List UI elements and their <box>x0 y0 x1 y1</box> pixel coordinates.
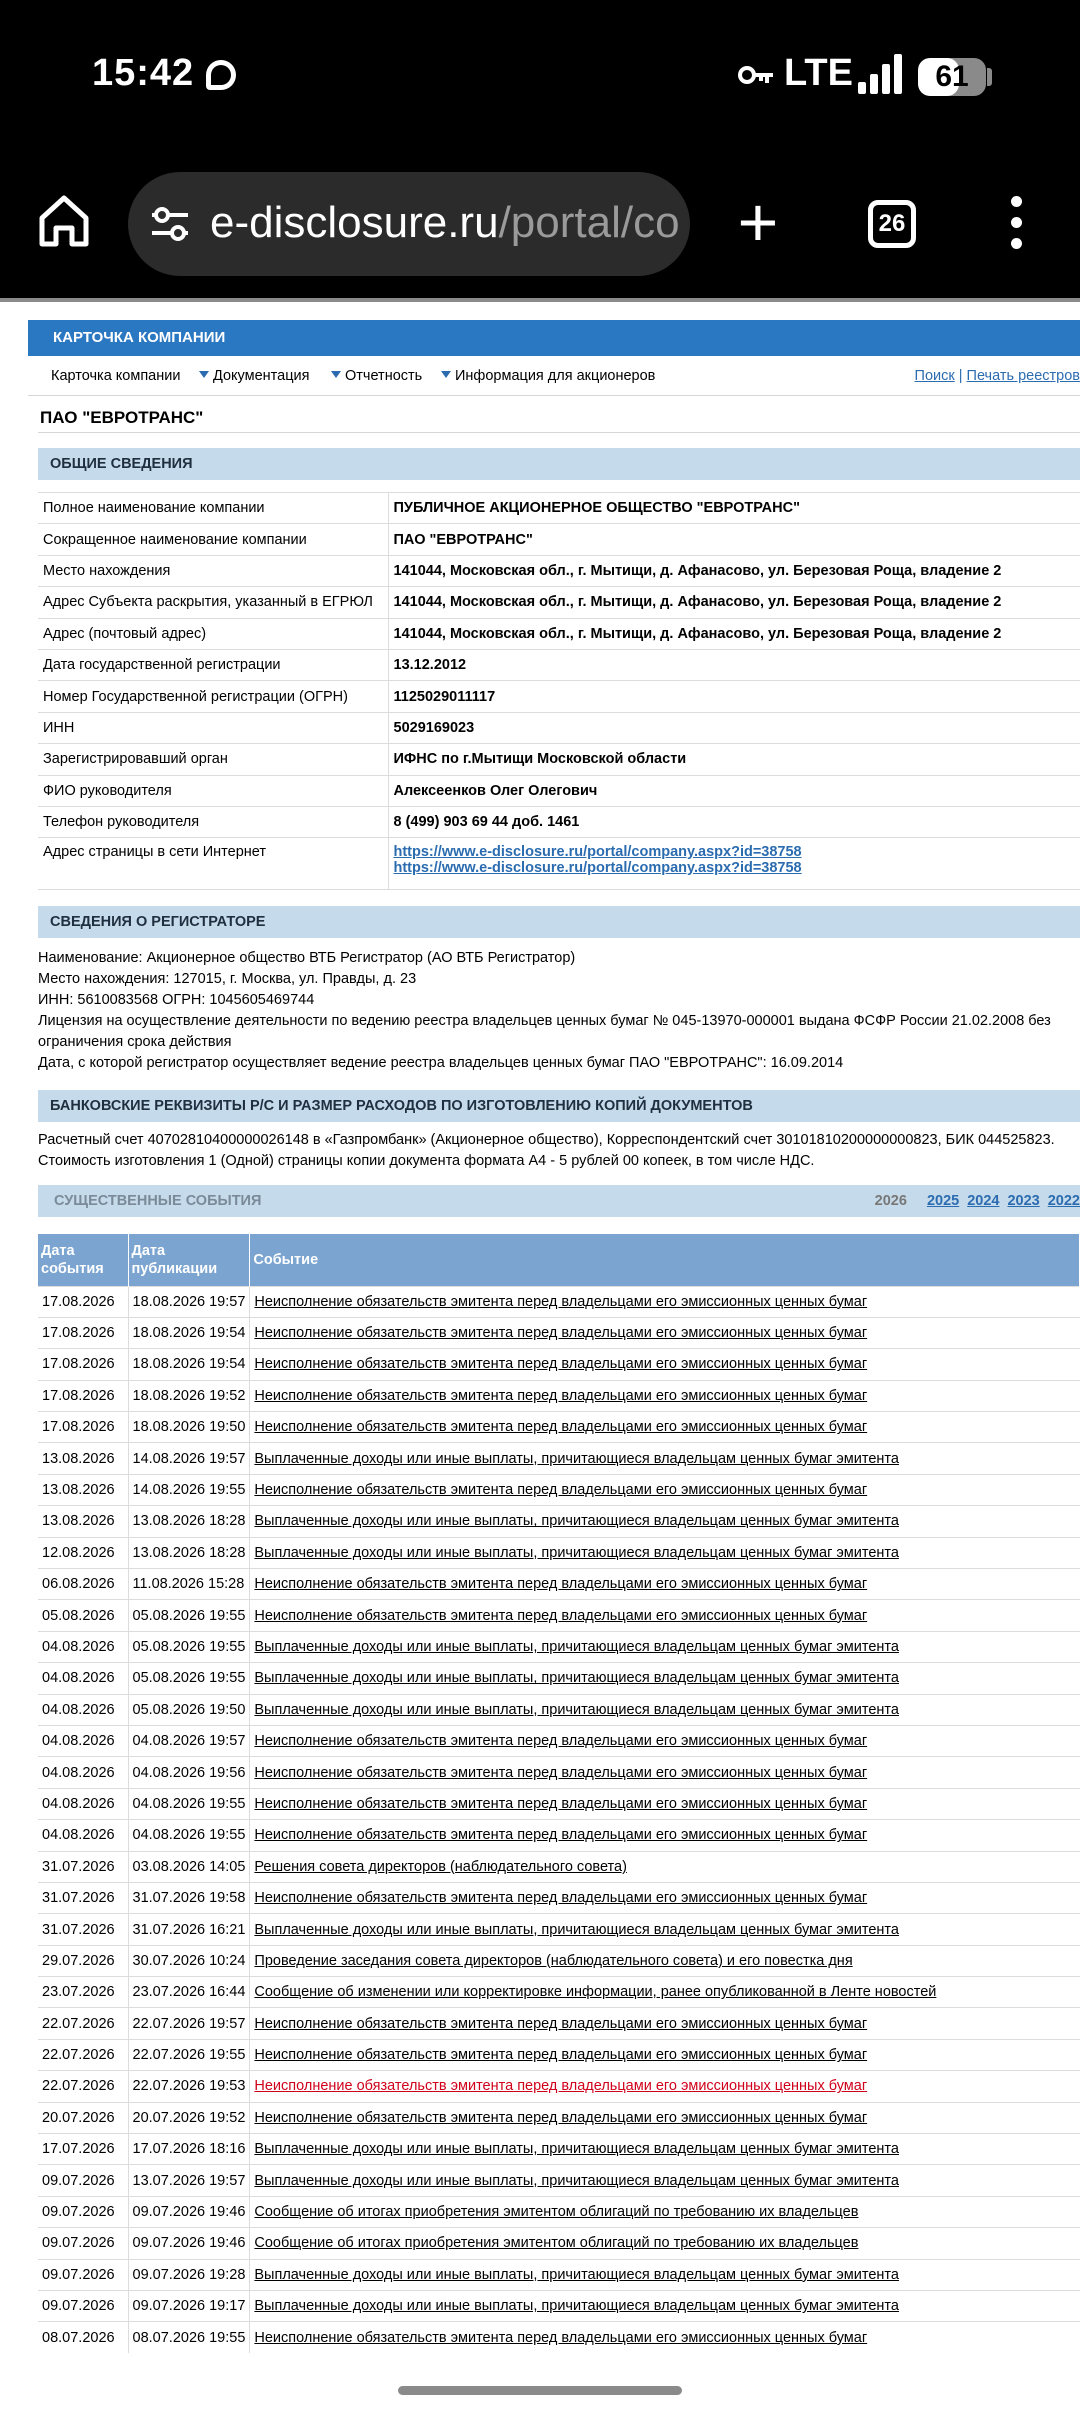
event-date: 09.07.2026 <box>38 2228 128 2259</box>
event-link[interactable]: Неисполнение обязательств эмитента перед владельцами его эмиссионных ценных бумаг <box>254 1733 868 1750</box>
info-label: Полное наименование компании <box>38 493 388 524</box>
publication-date: 09.07.2026 19:17 <box>128 2291 250 2322</box>
event-link[interactable]: Неисполнение обязательств эмитента перед владельцами его эмиссионных ценных бумаг <box>254 1607 868 1624</box>
divider <box>38 432 1080 433</box>
publication-date: 13.08.2026 18:28 <box>128 1537 250 1568</box>
table-row <box>38 1349 1080 1380</box>
publication-date: 30.07.2026 10:24 <box>128 1945 250 1976</box>
table-row <box>38 1380 1080 1411</box>
event-link[interactable]: Неисполнение обязательств эмитента перед владельцами его эмиссионных ценных бумаг <box>254 1325 868 1342</box>
publication-date: 14.08.2026 19:57 <box>128 1443 250 1474</box>
new-tab-button[interactable]: + <box>737 183 779 261</box>
event-link[interactable]: Неисполнение обязательств эмитента перед владельцами его эмиссионных ценных бумаг <box>254 1293 868 1310</box>
tab-switcher-button[interactable]: 26 <box>868 200 916 248</box>
event-link[interactable]: Выплаченные доходы или иные выплаты, причитающиеся владельцам ценных бумаг эмитента <box>254 1638 899 1655</box>
publication-date: 09.07.2026 19:28 <box>128 2259 250 2290</box>
event-date: 12.08.2026 <box>38 1537 128 1568</box>
event-cell <box>250 1349 1080 1380</box>
event-link[interactable]: Выплаченные доходы или иные выплаты, причитающиеся владельцам ценных бумаг эмитента <box>254 2298 899 2315</box>
search-link[interactable]: Поиск <box>914 368 955 384</box>
toolbar-divider <box>0 298 1080 302</box>
event-link[interactable]: Выплаченные доходы или иные выплаты, причитающиеся владельцам ценных бумаг эмитента <box>254 2141 899 2158</box>
print-registers-link[interactable]: Печать реестров <box>966 368 1080 384</box>
event-link[interactable]: Сообщение об итогах приобретения эмитентом облигаций по требованию их владельцев <box>254 2204 859 2221</box>
event-date: 22.07.2026 <box>38 2071 128 2102</box>
info-row-website <box>38 838 1080 890</box>
info-row <box>38 493 1080 524</box>
table-row <box>38 2134 1080 2165</box>
table-row <box>38 2008 1080 2039</box>
info-value: Алексеенков Олег Олегович <box>388 775 1080 806</box>
table-row <box>38 1317 1080 1348</box>
col-publication-date: Дата публикации <box>128 1234 250 1286</box>
registrar-info <box>38 948 1080 1074</box>
event-link[interactable]: Выплаченные доходы или иные выплаты, причитающиеся владельцам ценных бумаг эмитента <box>254 2172 899 2189</box>
publication-date: 03.08.2026 14:05 <box>128 1851 250 1882</box>
event-cell <box>250 1977 1080 2008</box>
text-line: Лицензия на осуществление деятельности по ведению реестра владельцев ценных бумаг № 045-13970-000001 выдана ФСФР России 21.02.2008 без <box>38 1013 1051 1029</box>
table-row <box>38 1663 1080 1694</box>
publication-date: 05.08.2026 19:50 <box>128 1694 250 1725</box>
dropdown-arrow-icon <box>199 371 209 378</box>
event-cell <box>250 1443 1080 1474</box>
publication-date: 20.07.2026 19:52 <box>128 2102 250 2133</box>
event-link[interactable]: Решения совета директоров (наблюдательного совета) <box>254 1858 627 1875</box>
text-line: Расчетный счет 40702810400000026148 в «Газпромбанк» (Акционерное общество), Корреспондентский счет 30101810200000000823, БИК 044525823. <box>38 1132 1055 1148</box>
table-row <box>38 1914 1080 1945</box>
event-date: 09.07.2026 <box>38 2196 128 2227</box>
event-cell <box>250 1474 1080 1505</box>
year-item <box>967 1193 999 1209</box>
event-link[interactable]: Выплаченные доходы или иные выплаты, причитающиеся владельцам ценных бумаг эмитента <box>254 2266 899 2283</box>
publication-date: 18.08.2026 19:50 <box>128 1412 250 1443</box>
event-date: 06.08.2026 <box>38 1569 128 1600</box>
info-value: ПУБЛИЧНОЕ АКЦИОНЕРНОЕ ОБЩЕСТВО "ЕВРОТРАНС" <box>388 493 1080 524</box>
text-line: Наименование: Акционерное общество ВТБ Регистратор (АО ВТБ Регистратор) <box>38 950 576 966</box>
table-row <box>38 1977 1080 2008</box>
events-table-header <box>38 1234 1080 1286</box>
event-link[interactable]: Неисполнение обязательств эмитента перед владельцами его эмиссионных ценных бумаг <box>254 2015 868 2032</box>
event-link[interactable]: Неисполнение обязательств эмитента перед владельцами его эмиссионных ценных бумаг <box>254 2109 868 2126</box>
event-cell <box>250 2165 1080 2196</box>
event-cell <box>250 2008 1080 2039</box>
network-type: LTE <box>784 52 853 94</box>
event-link[interactable]: Выплаченные доходы или иные выплаты, причитающиеся владельцам ценных бумаг эмитента <box>254 1450 899 1467</box>
battery-icon <box>918 58 986 96</box>
event-date: 17.08.2026 <box>38 1412 128 1443</box>
event-date: 31.07.2026 <box>38 1851 128 1882</box>
info-value: 141044, Московская обл., г. Мытищи, д. Афанасово, ул. Березовая Роща, владение 2 <box>388 555 1080 586</box>
year-selector <box>867 1185 1080 1217</box>
dropdown-arrow-icon <box>441 371 451 378</box>
info-label: Сокращенное наименование компании <box>38 524 388 555</box>
event-cell <box>250 1725 1080 1756</box>
event-cell <box>250 1663 1080 1694</box>
table-row <box>38 1725 1080 1756</box>
nav-separator: | <box>958 368 963 384</box>
table-row <box>38 2259 1080 2290</box>
event-date: 20.07.2026 <box>38 2102 128 2133</box>
nav-item-shareholders-info[interactable]: Информация для акционеров <box>441 368 655 384</box>
table-row <box>38 2039 1080 2070</box>
info-value: ИФНС по г.Мытищи Московской области <box>388 744 1080 775</box>
publication-date: 22.07.2026 19:55 <box>128 2039 250 2070</box>
address-bar[interactable] <box>128 172 690 276</box>
gesture-navigation-bar[interactable] <box>398 2386 682 2395</box>
info-row <box>38 555 1080 586</box>
company-nav <box>28 356 1080 396</box>
year-item <box>1007 1193 1039 1209</box>
event-cell <box>250 1631 1080 1662</box>
text-line: Дата, с которой регистратор осуществляет ведение реестра владельцев ценных бумаг ПАО "ЕВРОТРАНС": 16.09.2014 <box>38 1055 844 1071</box>
vpn-key-icon <box>738 62 774 88</box>
info-label: Номер Государственной регистрации (ОГРН) <box>38 681 388 712</box>
publication-date: 18.08.2026 19:54 <box>128 1317 250 1348</box>
table-row <box>38 1694 1080 1725</box>
table-row <box>38 2291 1080 2322</box>
info-label: ФИО руководителя <box>38 775 388 806</box>
year-link-2025[interactable]: 2025 <box>926 1193 960 1209</box>
signal-strength-icon <box>858 54 904 94</box>
event-date: 13.08.2026 <box>38 1443 128 1474</box>
publication-date: 04.08.2026 19:55 <box>128 1788 250 1819</box>
event-cell <box>250 2071 1080 2102</box>
browser-menu-button[interactable] <box>1006 196 1026 252</box>
event-link[interactable]: Сообщение об итогах приобретения эмитентом облигаций по требованию их владельцев <box>254 2235 859 2252</box>
col-event-date: Дата события <box>38 1234 128 1286</box>
current-year: 2026 <box>874 1193 907 1209</box>
table-row <box>38 1820 1080 1851</box>
event-cell <box>250 1600 1080 1631</box>
event-cell <box>250 1380 1080 1411</box>
info-label: Адрес (почтовый адрес) <box>38 618 388 649</box>
event-date: 17.08.2026 <box>38 1349 128 1380</box>
publication-date: 08.07.2026 19:55 <box>128 2322 250 2353</box>
year-item <box>1048 1193 1080 1209</box>
event-cell <box>250 2134 1080 2165</box>
events-table <box>38 1234 1080 2353</box>
event-cell <box>250 2196 1080 2227</box>
info-value: 13.12.2012 <box>388 649 1080 680</box>
event-date: 17.08.2026 <box>38 1317 128 1348</box>
event-date: 29.07.2026 <box>38 1945 128 1976</box>
event-link[interactable]: Неисполнение обязательств эмитента перед владельцами его эмиссионных ценных бумаг <box>254 2078 868 2095</box>
info-label: Адрес Субъекта раскрытия, указанный в ЕГРЮЛ <box>38 587 388 618</box>
event-cell <box>250 1506 1080 1537</box>
text-line: Место нахождения: 127015, г. Москва, ул. Правды, д. 23 <box>38 971 417 987</box>
status-bar <box>0 0 1080 150</box>
event-date: 04.08.2026 <box>38 1663 128 1694</box>
event-cell <box>250 2039 1080 2070</box>
event-cell <box>250 2228 1080 2259</box>
info-label: ИНН <box>38 712 388 743</box>
section-registrar-title: СВЕДЕНИЯ О РЕГИСТРАТОРЕ <box>38 906 1080 938</box>
event-date: 04.08.2026 <box>38 1820 128 1851</box>
table-row <box>38 1537 1080 1568</box>
table-row <box>38 1506 1080 1537</box>
browser-toolbar <box>0 150 1080 298</box>
table-row <box>38 1945 1080 1976</box>
info-row <box>38 524 1080 555</box>
publication-date: 14.08.2026 19:55 <box>128 1474 250 1505</box>
col-event: Событие <box>250 1234 1080 1286</box>
table-row <box>38 1851 1080 1882</box>
event-link[interactable]: Неисполнение обязательств эмитента перед владельцами его эмиссионных ценных бумаг <box>254 2329 868 2346</box>
publication-date: 18.08.2026 19:52 <box>128 1380 250 1411</box>
table-row <box>38 1600 1080 1631</box>
event-cell <box>250 1569 1080 1600</box>
event-link[interactable]: Неисполнение обязательств эмитента перед владельцами его эмиссионных ценных бумаг <box>254 1419 868 1436</box>
event-link[interactable]: Неисполнение обязательств эмитента перед владельцами его эмиссионных ценных бумаг <box>254 1482 868 1499</box>
event-date: 31.07.2026 <box>38 1914 128 1945</box>
year-item <box>927 1193 959 1209</box>
year-link-2024[interactable]: 2024 <box>967 1193 1000 1209</box>
table-row <box>38 1412 1080 1443</box>
section-bank-title: БАНКОВСКИЕ РЕКВИЗИТЫ Р/С И РАЗМЕР РАСХОДОВ ПО ИЗГОТОВЛЕНИЮ КОПИЙ ДОКУМЕНТОВ <box>38 1090 1080 1122</box>
publication-date: 05.08.2026 19:55 <box>128 1600 250 1631</box>
info-row <box>38 806 1080 837</box>
publication-date: 04.08.2026 19:55 <box>128 1820 250 1851</box>
table-row <box>38 1882 1080 1913</box>
general-info-table <box>38 492 1080 890</box>
publication-date: 05.08.2026 19:55 <box>128 1631 250 1662</box>
url-text[interactable] <box>210 198 680 248</box>
info-value: ПАО "ЕВРОТРАНС" <box>388 524 1080 555</box>
section-general-title: ОБЩИЕ СВЕДЕНИЯ <box>38 448 1080 480</box>
table-row <box>38 2196 1080 2227</box>
event-link[interactable]: Неисполнение обязательств эмитента перед владельцами его эмиссионных ценных бумаг <box>254 1387 868 1404</box>
table-row <box>38 1631 1080 1662</box>
info-row <box>38 775 1080 806</box>
publication-date: 18.08.2026 19:54 <box>128 1349 250 1380</box>
battery-tip <box>987 68 992 86</box>
info-value: 8 (499) 903 69 44 доб. 1461 <box>388 806 1080 837</box>
publication-date: 11.08.2026 15:28 <box>128 1569 250 1600</box>
info-row <box>38 618 1080 649</box>
event-cell <box>250 1882 1080 1913</box>
event-cell <box>250 2102 1080 2133</box>
table-row <box>38 1788 1080 1819</box>
event-cell <box>250 1820 1080 1851</box>
clock: 15:42 <box>92 52 195 94</box>
company-name: ПАО "ЕВРОТРАНС" <box>40 408 204 427</box>
event-link[interactable]: Выплаченные доходы или иные выплаты, причитающиеся владельцам ценных бумаг эмитента <box>254 1701 899 1718</box>
event-cell <box>250 2291 1080 2322</box>
table-row <box>38 2071 1080 2102</box>
event-date: 09.07.2026 <box>38 2259 128 2290</box>
event-date: 31.07.2026 <box>38 1882 128 1913</box>
event-date: 08.07.2026 <box>38 2322 128 2353</box>
event-date: 17.07.2026 <box>38 2134 128 2165</box>
publication-date: 18.08.2026 19:57 <box>128 1286 250 1317</box>
table-row <box>38 2102 1080 2133</box>
event-link[interactable]: Выплаченные доходы или иные выплаты, причитающиеся владельцам ценных бумаг эмитента <box>254 1670 899 1687</box>
nav-item-documentation[interactable]: Документация <box>199 368 309 384</box>
text-line: ограничения срока действия <box>38 1034 232 1050</box>
event-cell <box>250 1945 1080 1976</box>
event-cell <box>250 1317 1080 1348</box>
info-row <box>38 744 1080 775</box>
table-row <box>38 2228 1080 2259</box>
info-value <box>388 838 1080 890</box>
url-domain: e-disclosure.ru <box>210 198 499 247</box>
battery-percent: 61 <box>935 60 969 93</box>
publication-date: 13.08.2026 18:28 <box>128 1506 250 1537</box>
event-cell <box>250 1757 1080 1788</box>
info-row <box>38 712 1080 743</box>
info-row <box>38 681 1080 712</box>
info-label: Зарегистрировавший орган <box>38 744 388 775</box>
publication-date: 09.07.2026 19:46 <box>128 2196 250 2227</box>
table-row <box>38 1569 1080 1600</box>
event-date: 04.08.2026 <box>38 1694 128 1725</box>
site-settings-icon[interactable] <box>148 202 192 246</box>
table-row <box>38 1757 1080 1788</box>
publication-date: 31.07.2026 16:21 <box>128 1914 250 1945</box>
home-button[interactable] <box>36 192 92 248</box>
info-label: Место нахождения <box>38 555 388 586</box>
event-date: 17.08.2026 <box>38 1380 128 1411</box>
publication-date: 09.07.2026 19:46 <box>128 2228 250 2259</box>
event-date: 04.08.2026 <box>38 1631 128 1662</box>
year-link-2022[interactable]: 2022 <box>1047 1193 1080 1209</box>
event-date: 04.08.2026 <box>38 1757 128 1788</box>
event-date: 23.07.2026 <box>38 1977 128 2008</box>
publication-date: 22.07.2026 19:53 <box>128 2071 250 2102</box>
event-link[interactable]: Неисполнение обязательств эмитента перед владельцами его эмиссионных ценных бумаг <box>254 1827 868 1844</box>
dropdown-arrow-icon <box>331 371 341 378</box>
event-link[interactable]: Неисполнение обязательств эмитента перед владельцами его эмиссионных ценных бумаг <box>254 1764 868 1781</box>
bank-info <box>38 1130 1080 1172</box>
nav-item-reports[interactable]: Отчетность <box>331 368 422 384</box>
info-value: 5029169023 <box>388 712 1080 743</box>
table-row <box>38 1286 1080 1317</box>
nav-item-company-card[interactable]: Карточка компании <box>51 368 181 384</box>
info-row <box>38 649 1080 680</box>
publication-date: 04.08.2026 19:56 <box>128 1757 250 1788</box>
table-row <box>38 1443 1080 1474</box>
event-date: 13.08.2026 <box>38 1506 128 1537</box>
event-date: 04.08.2026 <box>38 1725 128 1756</box>
event-date: 04.08.2026 <box>38 1788 128 1819</box>
event-cell <box>250 1788 1080 1819</box>
info-label: Дата государственной регистрации <box>38 649 388 680</box>
event-date: 13.08.2026 <box>38 1474 128 1505</box>
info-label: Телефон руководителя <box>38 806 388 837</box>
event-cell <box>250 1851 1080 1882</box>
message-notification-icon <box>206 60 236 90</box>
event-link[interactable]: Выплаченные доходы или иные выплаты, причитающиеся владельцам ценных бумаг эмитента <box>254 1513 899 1530</box>
info-value: 141044, Московская обл., г. Мытищи, д. Афанасово, ул. Березовая Роща, владение 2 <box>388 618 1080 649</box>
event-date: 09.07.2026 <box>38 2291 128 2322</box>
event-link[interactable]: Неисполнение обязательств эмитента перед владельцами его эмиссионных ценных бумаг <box>254 1795 868 1812</box>
table-row <box>38 2322 1080 2353</box>
publication-date: 31.07.2026 19:58 <box>128 1882 250 1913</box>
url-path: /portal/co <box>498 198 680 247</box>
info-label: Адрес страницы в сети Интернет <box>38 838 388 890</box>
events-header <box>38 1185 1080 1217</box>
event-link[interactable]: Неисполнение обязательств эмитента перед владельцами его эмиссионных ценных бумаг <box>254 1356 868 1373</box>
publication-date: 04.08.2026 19:57 <box>128 1725 250 1756</box>
event-date: 22.07.2026 <box>38 2008 128 2039</box>
event-link[interactable]: Неисполнение обязательств эмитента перед владельцами его эмиссионных ценных бумаг <box>254 1576 868 1593</box>
event-cell <box>250 1914 1080 1945</box>
event-date: 05.08.2026 <box>38 1600 128 1631</box>
event-link[interactable]: Неисполнение обязательств эмитента перед владельцами его эмиссионных ценных бумаг <box>254 1890 868 1907</box>
page-content <box>28 320 1080 2346</box>
event-cell <box>250 2259 1080 2290</box>
publication-date: 23.07.2026 16:44 <box>128 1977 250 2008</box>
event-cell <box>250 1412 1080 1443</box>
year-link-2023[interactable]: 2023 <box>1007 1193 1040 1209</box>
publication-date: 13.07.2026 19:57 <box>128 2165 250 2196</box>
event-cell <box>250 1537 1080 1568</box>
nav-links <box>915 368 1080 384</box>
section-events-title: СУЩЕСТВЕННЫЕ СОБЫТИЯ <box>54 1193 262 1209</box>
table-row <box>38 2165 1080 2196</box>
table-row <box>38 1474 1080 1505</box>
event-link[interactable]: Выплаченные доходы или иные выплаты, причитающиеся владельцам ценных бумаг эмитента <box>254 1544 899 1561</box>
text-line: Стоимость изготовления 1 (Одной) страницы копии документа формата А4 - 5 рублей 00 копеек, в том числе НДС. <box>38 1153 815 1169</box>
event-cell <box>250 2322 1080 2353</box>
event-date: 09.07.2026 <box>38 2165 128 2196</box>
event-date: 22.07.2026 <box>38 2039 128 2070</box>
info-value: 141044, Московская обл., г. Мытищи, д. Афанасово, ул. Березовая Роща, владение 2 <box>388 587 1080 618</box>
event-link[interactable]: Неисполнение обязательств эмитента перед владельцами его эмиссионных ценных бумаг <box>254 2047 868 2064</box>
text-line: ИНН: 5610083568 ОГРН: 1045605469744 <box>38 992 315 1008</box>
event-link[interactable]: Выплаченные доходы или иные выплаты, причитающиеся владельцам ценных бумаг эмитента <box>254 1921 899 1938</box>
info-value: 1125029011117 <box>388 681 1080 712</box>
website-link[interactable]: https://www.e-disclosure.ru/portal/company.aspx?id=38758 <box>393 844 802 861</box>
website-link[interactable]: https://www.e-disclosure.ru/portal/company.aspx?id=38758 <box>393 860 802 877</box>
publication-date: 22.07.2026 19:57 <box>128 2008 250 2039</box>
event-cell <box>250 1694 1080 1725</box>
card-title: КАРТОЧКА КОМПАНИИ <box>28 320 1080 356</box>
info-row <box>38 587 1080 618</box>
event-link[interactable]: Сообщение об изменении или корректировке информации, ранее опубликованной в Ленте новостей <box>254 1984 937 2001</box>
event-date: 17.08.2026 <box>38 1286 128 1317</box>
publication-date: 17.07.2026 18:16 <box>128 2134 250 2165</box>
event-cell <box>250 1286 1080 1317</box>
event-link[interactable]: Проведение заседания совета директоров (наблюдательного совета) и его повестка дня <box>254 1952 853 1969</box>
publication-date: 05.08.2026 19:55 <box>128 1663 250 1694</box>
